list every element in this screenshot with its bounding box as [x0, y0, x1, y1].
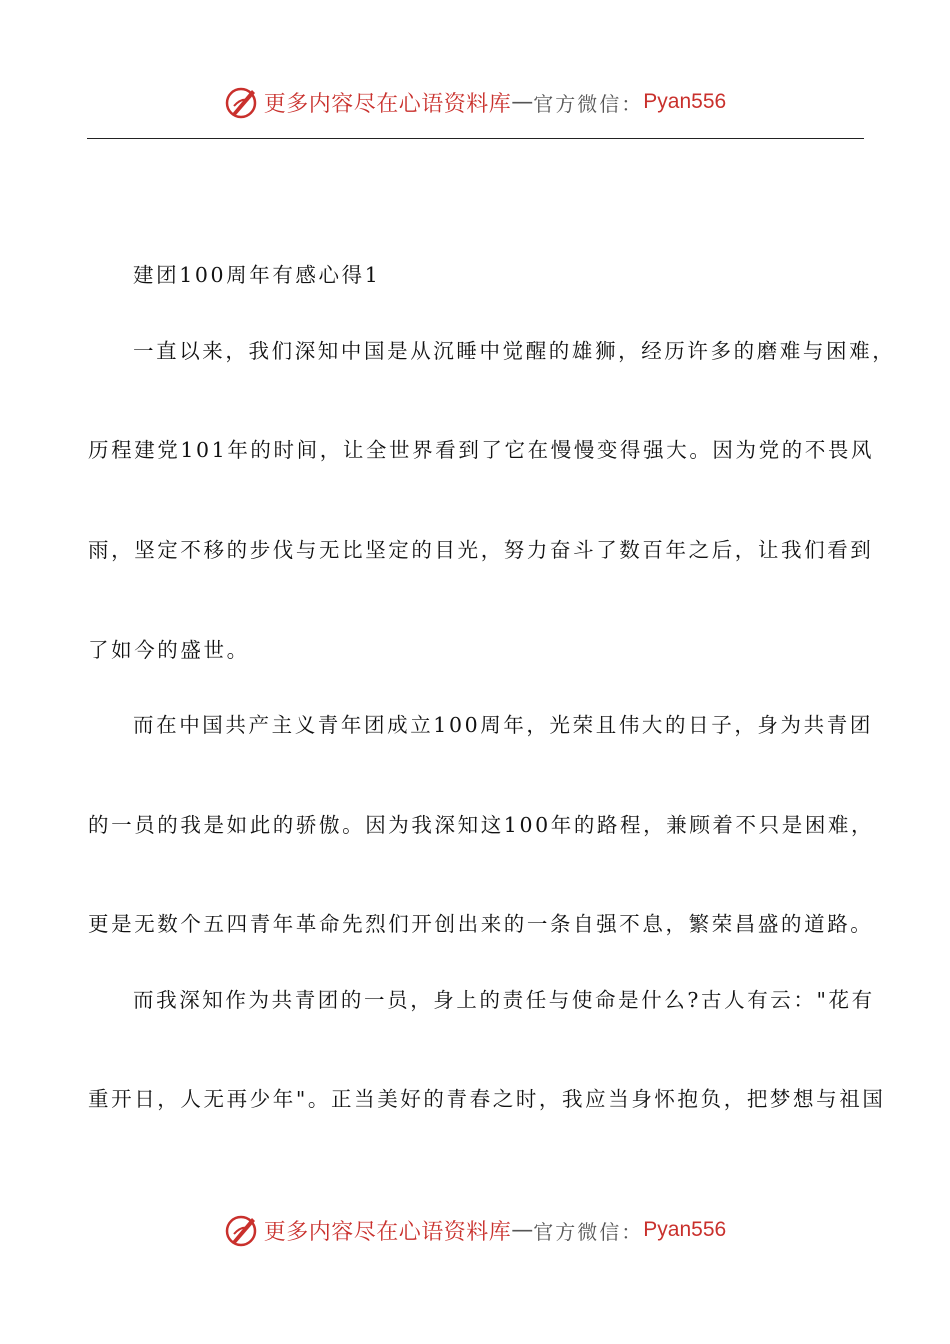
footer-wechat-label: 官方微信：	[533, 1219, 644, 1244]
header-dash: —	[511, 89, 534, 115]
document-title: 建团100周年有感心得1	[133, 263, 381, 287]
quill-logo-icon	[224, 1212, 260, 1248]
paragraph-line: 重开日，人无再少年"。正当美好的青春之时，我应当身怀抱负，把梦想与祖国	[88, 1087, 886, 1111]
header-site-text: 更多内容尽在心语资料库	[263, 91, 512, 117]
header-divider	[87, 138, 864, 139]
header-wechat-id: Pyan556	[643, 90, 727, 113]
footer-wechat-id: Pyan556	[643, 1218, 727, 1241]
quill-logo-icon	[224, 84, 260, 120]
paragraph-line: 的一员的我是如此的骄傲。因为我深知这100年的路程，兼顾着不只是困难，	[88, 813, 875, 837]
paragraph-line: 而我深知作为共青团的一员，身上的责任与使命是什么?古人有云："花有	[133, 988, 875, 1012]
footer-site-text: 更多内容尽在心语资料库	[263, 1219, 512, 1245]
paragraph-line: 历程建党101年的时间，让全世界看到了它在慢慢变得强大。因为党的不畏风	[88, 438, 875, 462]
paragraph-line: 更是无数个五四青年革命先烈们开创出来的一条自强不息，繁荣昌盛的道路。	[88, 912, 874, 936]
header-banner	[0, 82, 950, 122]
footer-banner	[0, 1210, 950, 1250]
paragraph-line: 而在中国共产主义青年团成立100周年，光荣且伟大的日子，身为共青团	[133, 713, 873, 737]
header-wechat-label: 官方微信：	[533, 91, 644, 116]
paragraph-line: 了如今的盛世。	[88, 638, 250, 662]
paragraph-line: 一直以来，我们深知中国是从沉睡中觉醒的雄狮，经历许多的磨难与困难，	[133, 339, 896, 363]
footer-dash: —	[511, 1217, 534, 1243]
paragraph-line: 雨，坚定不移的步伐与无比坚定的目光，努力奋斗了数百年之后，让我们看到	[88, 538, 874, 562]
